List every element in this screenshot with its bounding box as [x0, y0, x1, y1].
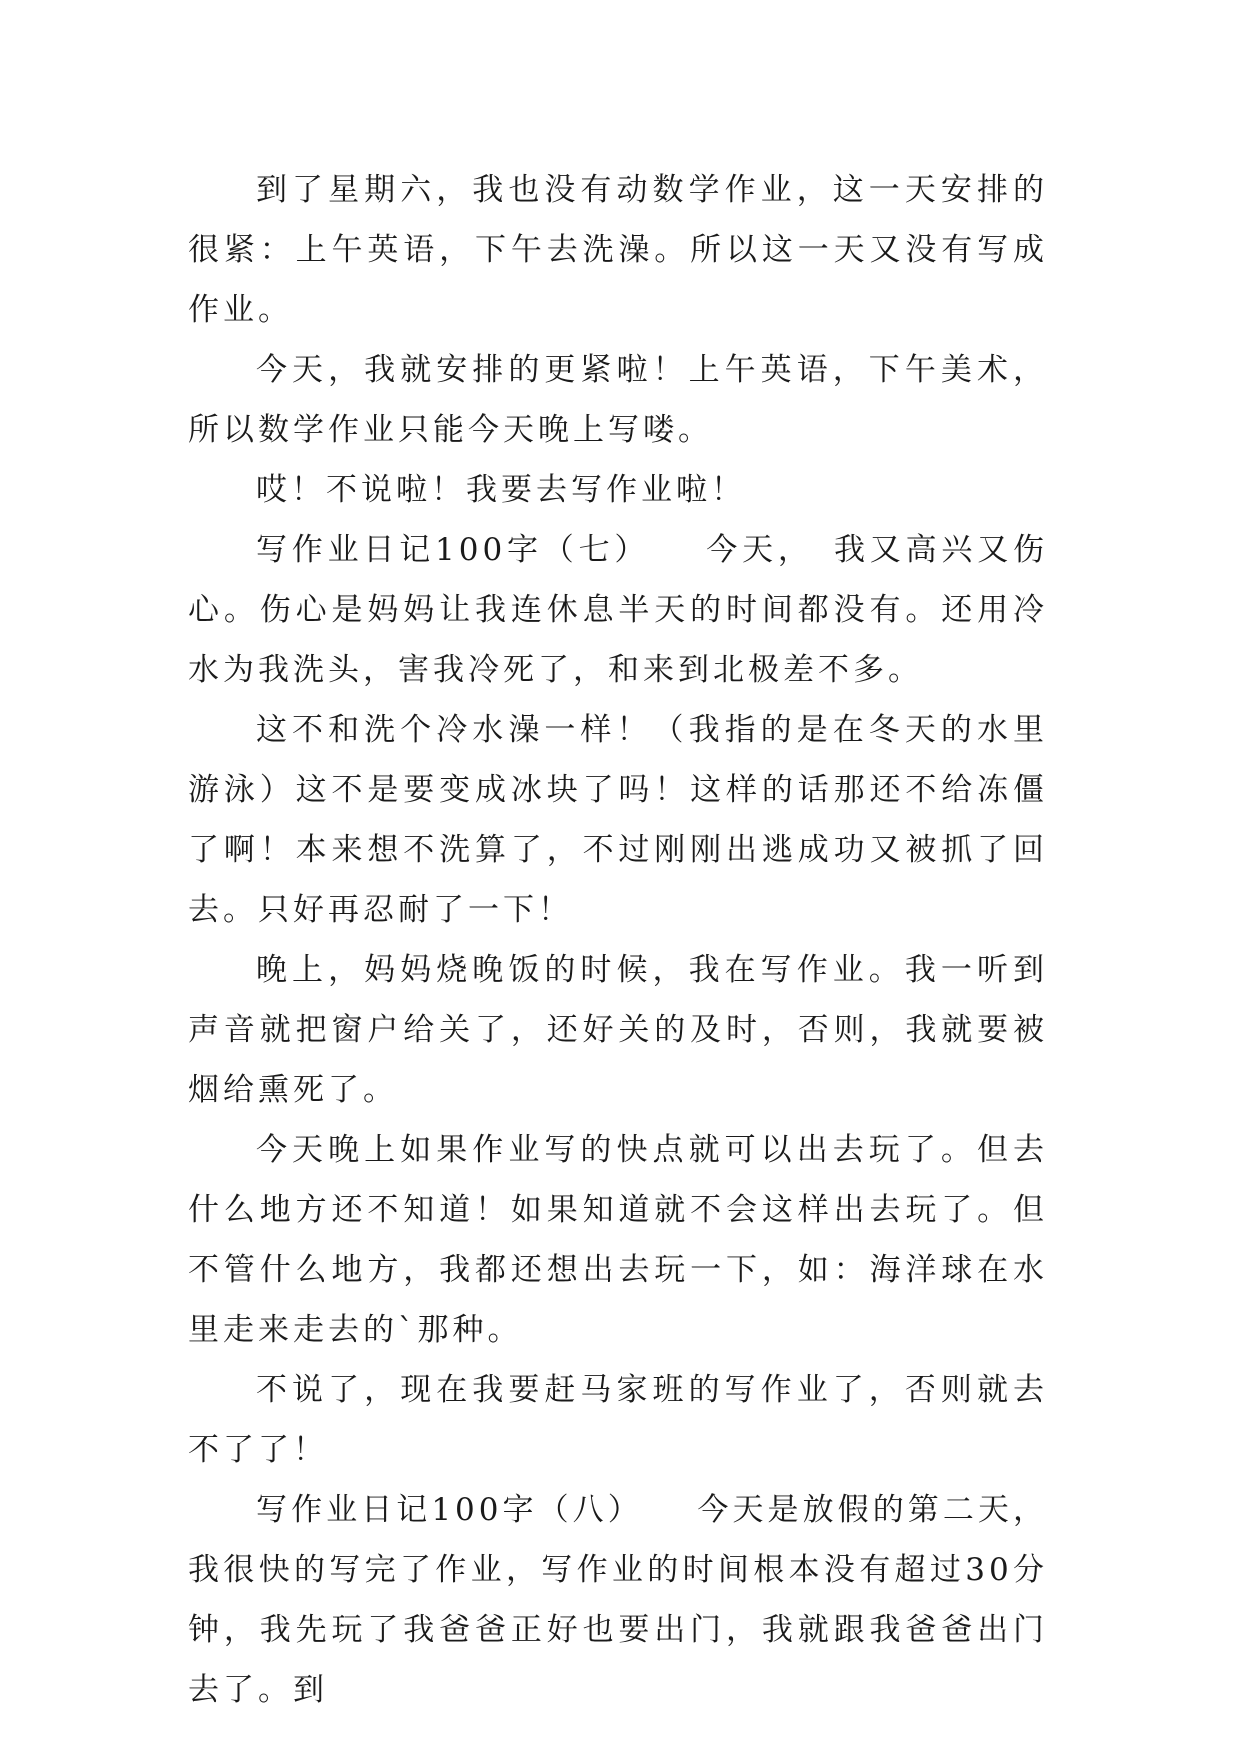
paragraph-7: 今天晚上如果作业写的快点就可以出去玩了。但去什么地方还不知道！如果知道就不会这样出去玩了。但不管什么地方，我都还想出去玩一下，如：海洋球在水里走来走去的`那种。: [188, 1132, 1048, 1348]
paragraph-4: 写作业日记100字（七） 今天， 我又高兴又伤心。伤心是妈妈让我连休息半天的时间都没有。还用冷水为我洗头，害我冷死了，和来到北极差不多。: [188, 532, 1048, 688]
paragraph-1: 到了星期六，我也没有动数学作业，这一天安排的很紧：上午英语，下午去洗澡。所以这一天又没有写成作业。: [188, 172, 1048, 328]
paragraph-9: 写作业日记100字（八） 今天是放假的第二天，我很快的写完了作业，写作业的时间根本没有超过30分钟，我先玩了我爸爸正好也要出门，我就跟我爸爸出门去了。到: [188, 1492, 1048, 1708]
paragraph-2: 今天，我就安排的更紧啦！上午英语，下午美术，所以数学作业只能今天晚上写喽。: [188, 352, 1048, 448]
document-body: [188, 160, 1048, 1720]
paragraph-3: 哎！不说啦！我要去写作业啦！: [256, 472, 746, 508]
paragraph-5: 这不和洗个冷水澡一样！（我指的是在冬天的水里游泳）这不是要变成冰块了吗！这样的话那还不给冻僵了啊！本来想不洗算了，不过刚刚出逃成功又被抓了回去。只好再忍耐了一下！: [188, 712, 1048, 928]
paragraph-6: 晚上，妈妈烧晚饭的时候，我在写作业。我一听到声音就把窗户给关了，还好关的及时，否则，我就要被烟给熏死了。: [188, 952, 1048, 1108]
paragraph-8: 不说了，现在我要赶马家班的写作业了，否则就去不了了！: [188, 1372, 1048, 1468]
